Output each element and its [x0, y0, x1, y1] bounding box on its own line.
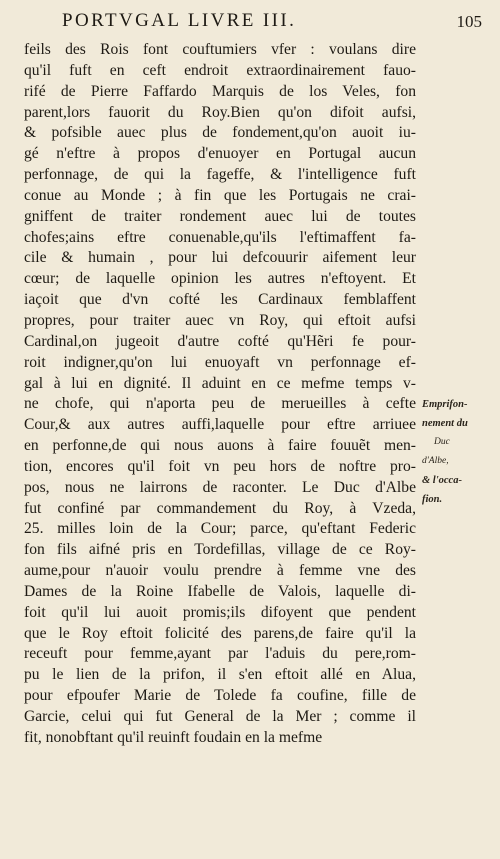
- text-line: gé n'eftre à propos d'enuoyer en Portugal aucun: [24, 145, 416, 163]
- text-line: rifé de Pierre Faffardo Marquis de los Veles, fon: [24, 82, 416, 100]
- page-number: 105: [456, 12, 482, 31]
- text-line: roit indigner,qu'on lui enuoyaft vn perfonnage ef-: [24, 353, 416, 371]
- text-line: tion, encores qu'il foit vn peu hors de noftre pro-: [24, 457, 416, 475]
- text-line: foit qu'il lui auoit promis;ils difoyent que pendent: [24, 603, 416, 621]
- running-title: PORTVGAL LIVRE III.: [62, 10, 297, 31]
- text-line: cœur; de laquelle opinion les autres n'eftoyent. Et: [24, 270, 416, 288]
- text-line: Garcie, celui qui fut General de la Mer ; comme il: [24, 708, 416, 725]
- text-line: fit, nonobftant qu'il reuinft foudain en la mefme: [24, 728, 323, 746]
- body-text: [24, 40, 416, 749]
- text-line: en perfonne,de qui nous auons à faire fouuẽt men-: [24, 437, 416, 455]
- margin-note-line: Emprifon-: [422, 399, 468, 410]
- text-line: fut confiné par commandement du Roy, à Vzeda,: [24, 499, 416, 517]
- text-line: conue au Monde ; à fin que les Portugais ne crai-: [24, 186, 416, 204]
- text-line: pu le lien de la prifon, il s'en eftoit allé en Alua,: [24, 666, 416, 684]
- text-line: pos, nous ne lairrons de raconter. Le Duc d'Albe: [24, 478, 416, 496]
- text-line: ne chofe, qui n'aporta peu de merueilles à cefte: [24, 395, 416, 413]
- text-line: 25. milles loin de la Cour; parce, qu'eftant Federic: [24, 520, 416, 538]
- text-line: que le Roy eftoit folicité des parens,de faire qu'il la: [24, 624, 416, 642]
- margin-note: [422, 395, 498, 509]
- text-line: fon fils aifné pris en Tordefillas, village de ce Roy-: [24, 541, 416, 559]
- text-line: perfonnage, de qui la fageffe, & l'intelligence fuft: [24, 166, 416, 184]
- text-line: qu'il fuft en ceft endroit extraordinairement fauo-: [24, 61, 416, 79]
- margin-note-line: d'Albe,: [422, 456, 449, 466]
- text-line: Cour,& aux autres auffi,laquelle pour eftre arriuee: [24, 416, 416, 434]
- text-line: cile & humain , pour lui defcouurir aifement leur: [24, 249, 416, 267]
- text-line: pour efpoufer Marie de Tolede fa coufine, fille de: [24, 687, 416, 705]
- margin-note-line: nement du: [422, 418, 468, 429]
- margin-note-line: Duc: [434, 437, 450, 447]
- text-line: propres, pour traiter auec vn Roy, qui eftoit aufsi: [24, 311, 416, 329]
- page-header: [62, 10, 482, 34]
- text-line: chofes;ains eftre conuenable,qu'ils l'eftimaffent fa-: [24, 228, 416, 246]
- margin-note-line: & l'occa-: [422, 475, 462, 486]
- text-line: aume,pour n'auoir voulu prendre à femme vne des: [24, 562, 416, 580]
- text-line: feils des Rois font couftumiers vfer : voulans dire: [24, 41, 416, 58]
- text-line: parent,lors fauorit du Roy.Bien qu'on difoit aufsi,: [24, 103, 416, 121]
- margin-note-line: fion.: [422, 494, 443, 505]
- text-line: & pofsible auec plus de fondement,qu'on auoit iu-: [24, 124, 416, 142]
- text-line: Cardinal,on jugeoit d'autre cofté qu'Hẽri fe pour-: [24, 332, 416, 350]
- text-line: receuft pour femme,ayant par l'aduis du pere,rom-: [24, 645, 416, 663]
- text-line: iaçoit que d'vn cofté les Cardinaux femblaffent: [24, 291, 416, 309]
- text-line: gal à lui en dignité. Il aduint en ce mefme temps v-: [24, 374, 416, 392]
- text-line: gniffent de traiter rondement auec lui de toutes: [24, 207, 416, 225]
- text-line: Dames de la Roine Ifabelle de Valois, laquelle di-: [24, 582, 416, 600]
